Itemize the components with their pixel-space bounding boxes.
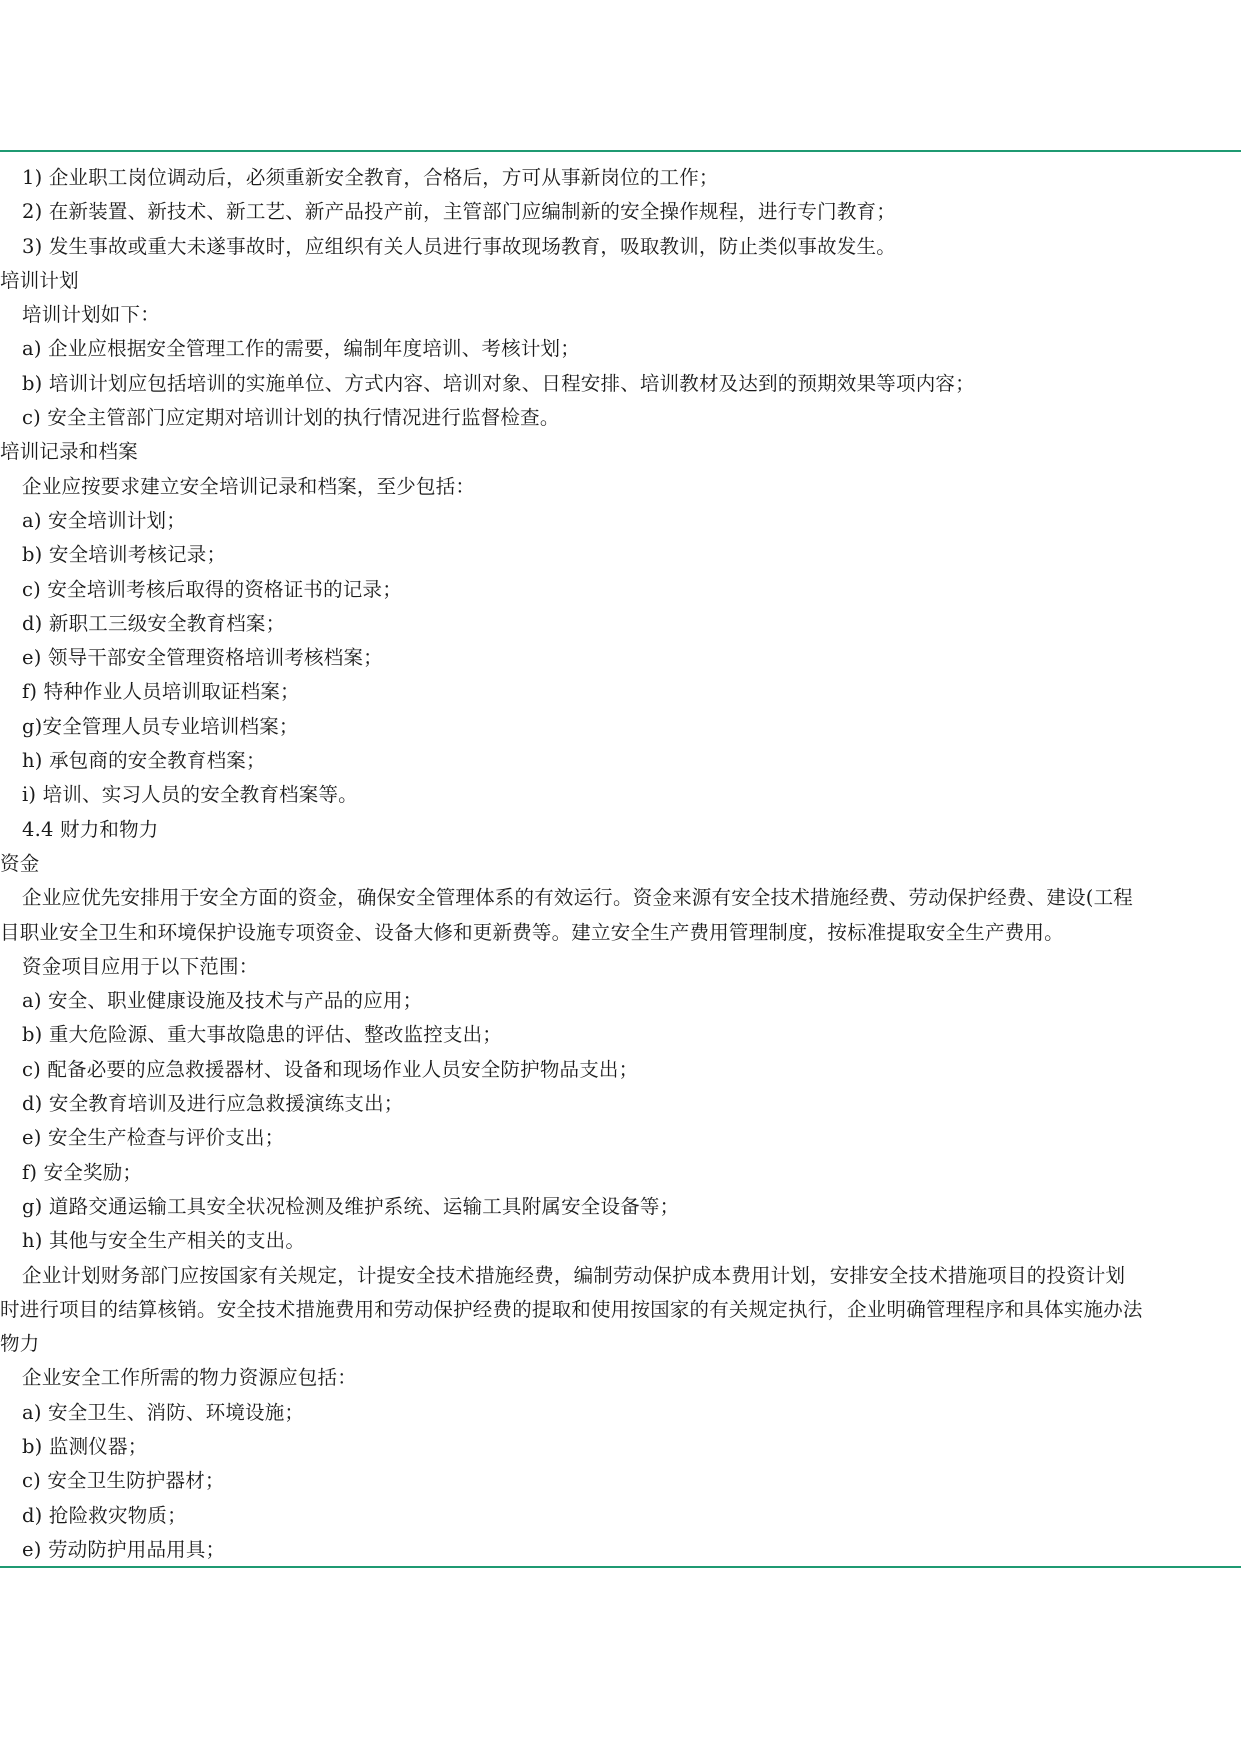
text-line: 4.4 财力和物力 — [22, 817, 159, 841]
bottom-rule — [0, 1566, 1241, 1568]
text-line: 企业应优先安排用于安全方面的资金，确保安全管理体系的有效运行。资金来源有安全技术措施经费、劳动保护经费、建设(工程 — [22, 886, 1134, 910]
text-line: 3) 发生事故或重大未遂事故时，应组织有关人员进行事故现场教育，吸取教训，防止类似事故发生。 — [22, 234, 896, 258]
text-line: b) 重大危险源、重大事故隐患的评估、整改监控支出； — [22, 1023, 502, 1047]
text-line: f) 特种作业人员培训取证档案； — [22, 680, 300, 704]
text-line: a) 企业应根据安全管理工作的需要，编制年度培训、考核计划； — [22, 337, 580, 361]
text-line: c) 安全卫生防护器材； — [22, 1469, 225, 1493]
text-line: 1) 企业职工岗位调动后，必须重新安全教育，合格后，方可从事新岗位的工作； — [22, 166, 719, 189]
text-line: 企业应按要求建立安全培训记录和档案，至少包括： — [22, 474, 476, 498]
text-line: b) 培训计划应包括培训的实施单位、方式内容、培训对象、日程安排、培训教材及达到的预期效果等项内容； — [22, 371, 975, 395]
section-heading: 时进行项目的结算核销。安全技术措施费用和劳动保护经费的提取和使用按国家的有关规定执行，企业明确管理程序和具体实施办法 — [0, 1297, 1143, 1321]
text-line: h) 承包商的安全教育档案； — [22, 749, 266, 773]
text-line: h) 其他与安全生产相关的支出。 — [22, 1229, 306, 1253]
text-line: 企业安全工作所需的物力资源应包括： — [22, 1366, 357, 1390]
section-heading: 物力 — [0, 1332, 40, 1356]
text-line: 培训计划如下： — [22, 303, 160, 327]
section-heading: 培训计划 — [0, 268, 79, 292]
text-line: c) 配备必要的应急救援器材、设备和现场作业人员安全防护物品支出； — [22, 1057, 639, 1081]
text-line: d) 新职工三级安全教育档案； — [22, 611, 286, 635]
text-line: a) 安全、职业健康设施及技术与产品的应用； — [22, 989, 423, 1013]
document-body — [0, 161, 1241, 1561]
text-line: e) 劳动防护用品用具； — [22, 1537, 226, 1561]
section-heading: 目职业安全卫生和环境保护设施专项资金、设备大修和更新费等。建立安全生产费用管理制度，按标准提取安全生产费用。 — [0, 920, 1064, 944]
text-line: f) 安全奖励； — [22, 1160, 143, 1184]
text-line: b) 安全培训考核记录； — [22, 543, 227, 567]
text-line: d) 抢险救灾物质； — [22, 1503, 187, 1527]
text-line: a) 安全培训计划； — [22, 508, 186, 532]
text-line: i) 培训、实习人员的安全教育档案等。 — [22, 783, 358, 807]
text-line: 企业计划财务部门应按国家有关规定，计提安全技术措施经费，编制劳动保护成本费用计划，安排安全技术措施项目的投资计划 — [22, 1263, 1126, 1287]
text-line: c) 安全主管部门应定期对培训计划的执行情况进行监督检查。 — [22, 406, 560, 430]
text-line: b) 监测仪器； — [22, 1434, 148, 1458]
text-line: c) 安全培训考核后取得的资格证书的记录； — [22, 577, 402, 601]
section-heading: 资金 — [0, 851, 40, 875]
text-line: g) 道路交通运输工具安全状况检测及维护系统、运输工具附属安全设备等； — [22, 1194, 680, 1218]
text-line: e) 安全生产检查与评价支出； — [22, 1126, 285, 1150]
text-line: 资金项目应用于以下范围： — [22, 954, 259, 978]
text-line: g)安全管理人员专业培训档案； — [22, 714, 299, 738]
text-line: e) 领导干部安全管理资格培训考核档案； — [22, 646, 383, 670]
text-line: a) 安全卫生、消防、环境设施； — [22, 1400, 305, 1424]
section-heading: 培训记录和档案 — [0, 440, 138, 464]
top-rule — [0, 150, 1241, 152]
text-line: d) 安全教育培训及进行应急救援演练支出； — [22, 1092, 404, 1116]
text-line: 2) 在新装置、新技术、新工艺、新产品投产前，主管部门应编制新的安全操作规程，进行专门教育； — [22, 200, 896, 224]
